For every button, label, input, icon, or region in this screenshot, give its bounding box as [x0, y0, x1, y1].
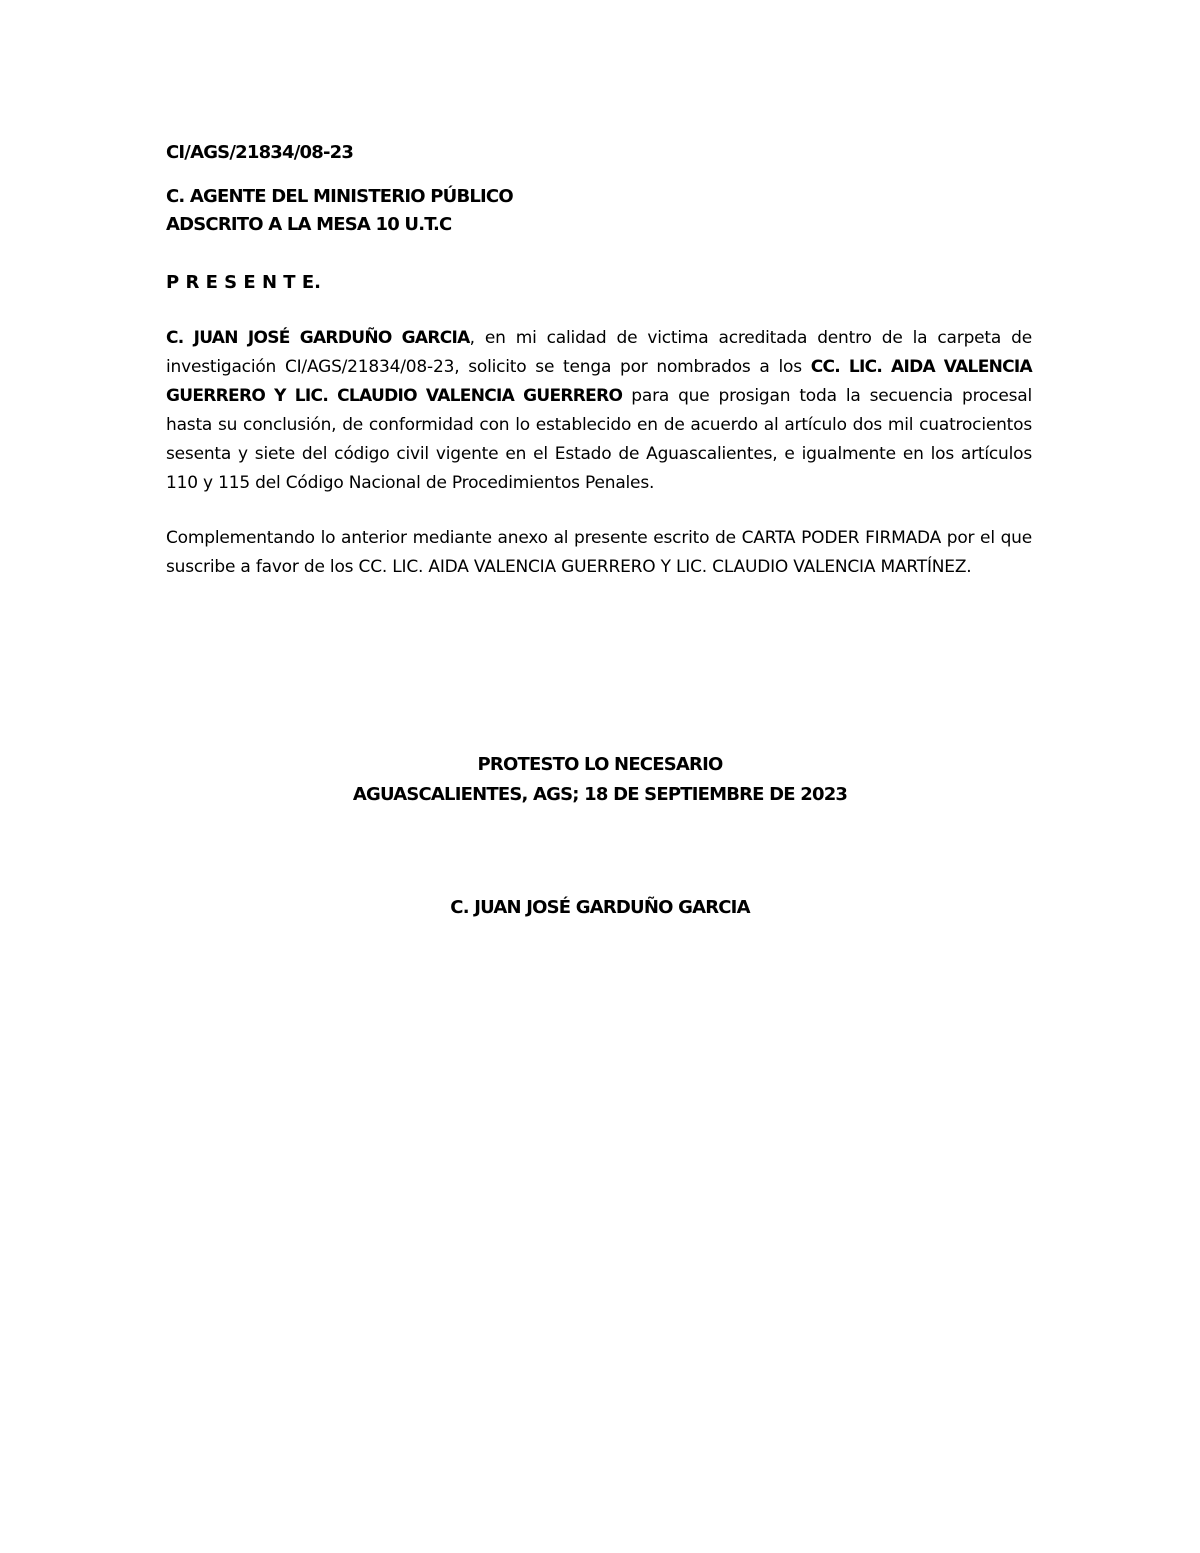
presente-heading: P R E S E N T E. [166, 272, 321, 293]
paragraph-request [166, 324, 1032, 498]
addressee-line-1: C. AGENTE DEL MINISTERIO PÚBLICO [166, 186, 513, 207]
appointees-names: CC. LIC. AIDA VALENCIA GUERRERO Y LIC. CLAUDIO VALENCIA GUERRERO [166, 357, 1032, 406]
addressee-line-2: ADSCRITO A LA MESA 10 U.T.C [166, 214, 452, 235]
paragraph-complement: Complementando lo anterior mediante anexo al presente escrito de CARTA PODER FIRMADA por el que suscribe a favor de los CC. LIC. AIDA VALENCIA GUERRERO Y LIC. CLAUDIO VALENCIA MARTÍNEZ. [166, 528, 1032, 577]
case-number: CI/AGS/21834/08-23 [166, 142, 354, 163]
closing-protest: PROTESTO LO NECESARIO [477, 754, 723, 775]
paragraph-request-text-b: para que prosigan toda la secuencia procesal hasta su conclusión, de conformidad con lo establecido en de acuerdo al artículo dos mil cuatrocientos sesenta y siete del código civil vigente en el Estado de Aguascalientes, e igualmente en los artículos 110 y 115 del Código Nacional de Procedimientos Penales. [166, 386, 1032, 493]
closing-place-date: AGUASCALIENTES, AGS; 18 DE SEPTIEMBRE DE 2023 [352, 784, 848, 805]
petitioner-name: C. JUAN JOSÉ GARDUÑO GARCIA [166, 328, 470, 348]
paragraph-request-text-a: , en mi calidad de victima acreditada dentro de la carpeta de investigación CI/AGS/21834/08-23, solicito se tenga por nombrados a los [166, 328, 1032, 377]
signature-name: C. JUAN JOSÉ GARDUÑO GARCIA [450, 897, 750, 918]
